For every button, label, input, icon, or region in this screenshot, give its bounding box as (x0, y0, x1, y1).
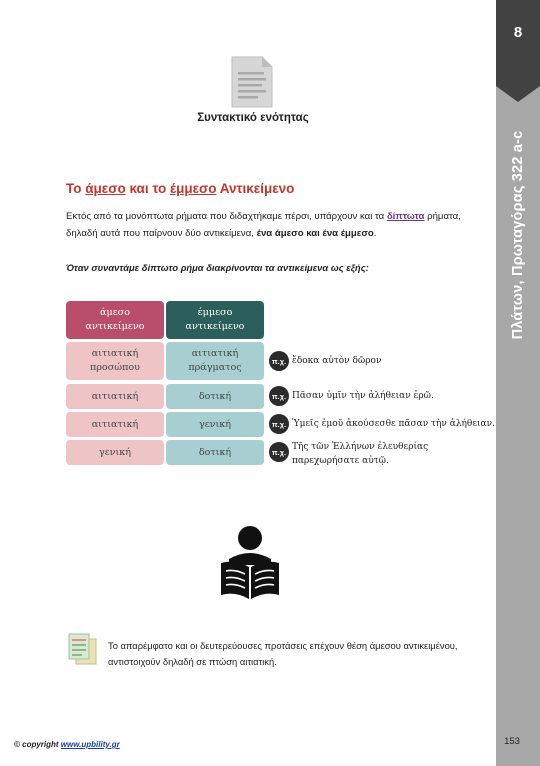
note-text: Το απαρέμφατο και οι δευτερεύουσες προτάσεις επέχουν θέση άμεσου αντικειμένου, αντιστοιχούν δηλαδή σε πτώση αιτιατική. (108, 640, 458, 667)
page-number: 153 (504, 736, 520, 747)
copyright-link[interactable]: www.upbility.gr (60, 740, 120, 749)
row-3-indirect: γενική (166, 412, 264, 437)
sidebar-notch (496, 86, 540, 102)
example-marker-icon: π.χ. (269, 414, 289, 434)
row-1-indirect: αιτιατική πράγματος (166, 342, 264, 380)
row-3-direct: αιτιατική (66, 412, 164, 437)
title-word-direct: άμεσο (85, 181, 126, 196)
copyright-footer (14, 740, 120, 749)
intro-bold: ένα άμεσο και ένα έμμεσο (256, 228, 374, 239)
example-marker-icon: π.χ. (269, 442, 289, 462)
chapter-sidebar (496, 0, 540, 766)
reading-person-icon (218, 525, 282, 601)
title-word-indirect: έμμεσο (169, 181, 217, 196)
chapter-number: 8 (513, 24, 523, 41)
row-4-direct: γενική (66, 440, 164, 465)
intro-paragraph (66, 208, 486, 242)
document-icon (231, 56, 273, 108)
intro-text-3: . (373, 228, 377, 239)
row-2-direct: αιτιατική (66, 384, 164, 409)
sidebar-tab (496, 0, 540, 86)
example-marker-icon: π.χ. (269, 351, 289, 371)
row-4-example: Τῆς τῶν Ἑλλήνων ἐλευθερίας παρεχωρήσατε αὐτῷ. (292, 442, 429, 466)
title-suffix: Αντικείμενο (216, 181, 295, 196)
title-middle: και το (125, 181, 170, 196)
copyright-prefix: © copyright (14, 740, 61, 749)
header-indirect-object: έμμεσο αντικείμενο (166, 301, 264, 339)
lesson-title (66, 181, 294, 196)
row-1-example: ἔδοκα αὐτὸν δῶρον (292, 356, 382, 366)
row-1-direct: αιτιατική προσώπου (66, 342, 164, 380)
example-marker-icon: π.χ. (269, 386, 289, 406)
row-2-example: Πᾶσαν ὑμῖν τὴν ἀλήθειαν ἐρῶ. (292, 391, 434, 401)
row-4-indirect: δοτική (166, 440, 264, 465)
row-2-indirect: δοτική (166, 384, 264, 409)
row-3-example: Ὑμεῖς ἐμοῦ ἀκούσεσθε πᾶσαν τὴν ἀλήθειαν. (292, 419, 495, 429)
header-direct-object: άμεσο αντικείμενο (66, 301, 164, 339)
vertical-chapter-title: Πλάτων, Πρωταγόρας 322 a-c (510, 130, 526, 340)
title-prefix: Το (66, 181, 86, 196)
notes-icon (68, 633, 98, 665)
lead-text: Όταν συναντάμε δίπτωτο ρήμα διακρίνονται τα αντικείμενα ως εξής: (66, 262, 369, 273)
intro-text-2: ρήματα, δηλαδή αυτά που παίρνουν δύο αντικείμενα, (66, 211, 461, 239)
intro-text-1: Εκτός από τα μονόπτωτα ρήματα που διδαχτήκαμε πέρσι, υπάρχουν και τα (66, 211, 387, 222)
section-heading: Συντακτικό ενότητας (197, 112, 309, 124)
ditpota-link[interactable]: δίπτωτα (386, 211, 425, 222)
